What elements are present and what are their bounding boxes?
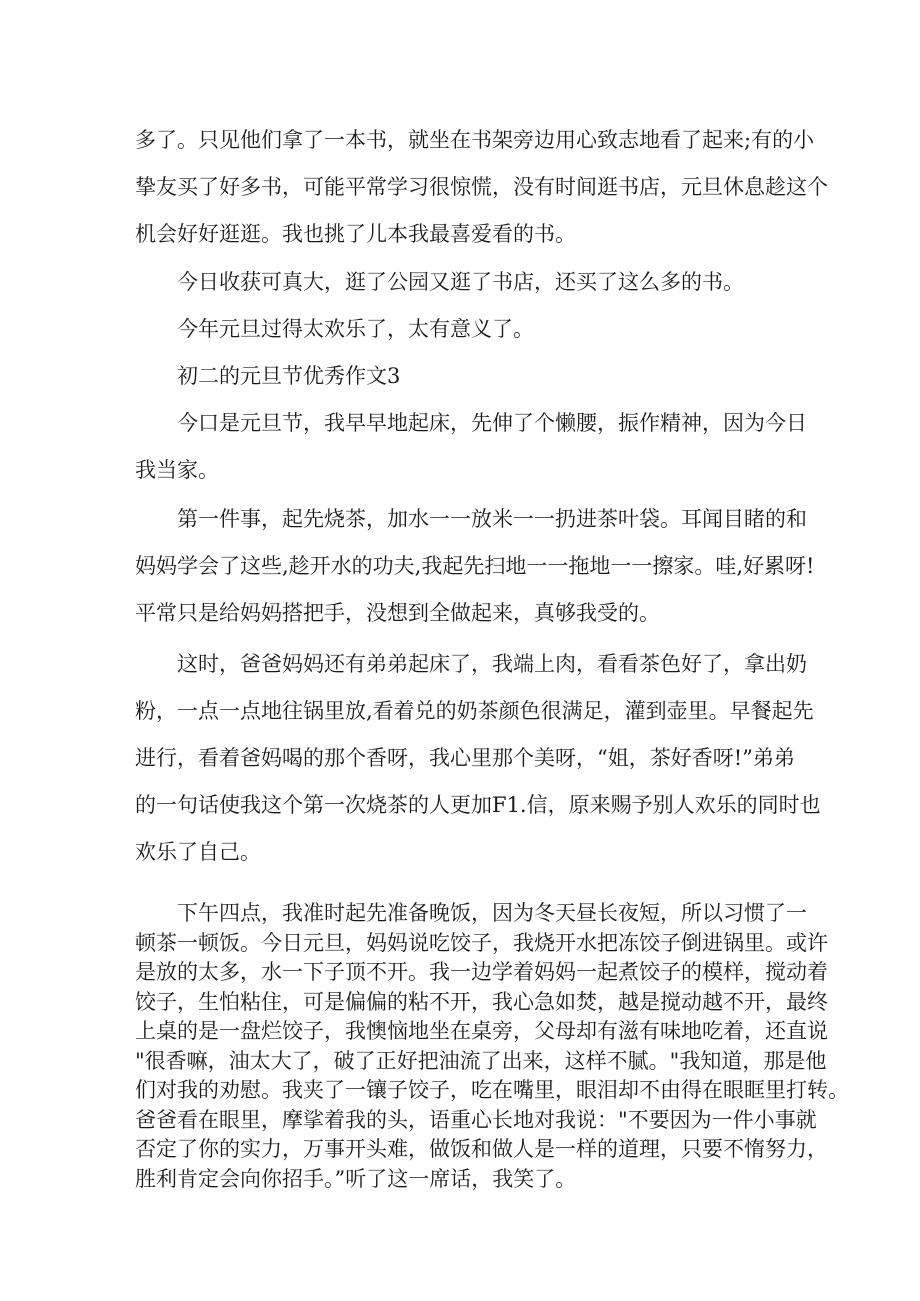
text-line: 们对我的劝慰。我夹了一镶子饺子，吃在嘴里，眼泪却不由得在眼眶里打转。 — [135, 1078, 849, 1102]
text-line: 顿茶一顿饭。今日元旦，妈妈说吃饺子，我烧开水把冻饺子倒进锅里。或许 — [135, 930, 828, 955]
text-line: 今口是元旦节，我早早地起床，先伸了个懒腰，振作精神，因为今日 — [177, 411, 807, 435]
paragraph-2 — [177, 259, 744, 306]
text-line: "很香嘛，油太大了，破了正好把油流了出来，这样不腻。"我知道，那是他 — [135, 1048, 827, 1073]
section-heading — [177, 353, 400, 400]
text-line: 是放的太多，水一下子顶不开。我一边学着妈妈一起煮饺子的模样，搅动着 — [135, 960, 828, 984]
paragraph-5 — [135, 496, 814, 637]
text-line: 妈妈学会了这些,趁开水的功夫,我起先扫地一一拖地一一擦家。哇,好累呀! — [135, 554, 815, 578]
text-line: 今日收获可真大，逛了公园又逛了书店，还买了这么多的书。 — [177, 270, 744, 294]
text-line: 欢乐了自己。 — [135, 840, 261, 864]
text-line: 我当家。 — [135, 458, 219, 482]
paragraph-3 — [177, 306, 534, 353]
text-line: 挚友买了好多书，可能平常学习很惊慌，没有时间逛书店，元旦休息趁这个 — [135, 175, 828, 199]
text-line: 机会好好逛逛。我也挑了儿本我最喜爱看的书。 — [135, 222, 576, 246]
text-line: 胜利肯定会向你招手。”听了这一席话，我笑了。 — [135, 1166, 577, 1191]
paragraph-6 — [135, 641, 821, 876]
text-line: 进行，看着爸妈喝的那个香呀，我心里那个美呀，“姐，茶好香呀!”弟弟 — [135, 746, 795, 770]
text-line: 粉，一点一点地往锅里放,看着兑的奶茶颜色很满足，灌到壶里。早餐起先 — [135, 699, 814, 723]
text-line: 这时，爸爸妈妈还有弟弟起床了，我端上肉，看看茶色好了，拿出奶 — [177, 652, 807, 676]
text-line: 上桌的是一盘烂饺子，我懊恼地坐在桌旁，父母却有滋有味地吃着，还直说 — [135, 1019, 828, 1043]
text-line: 第一件事，起先烧茶，加水一一放米一一扔进茶叶袋。耳闻目睹的和 — [177, 507, 807, 531]
paragraph-1 — [135, 117, 828, 258]
text-line: 今年元旦过得太欢乐了，太有意义了。 — [177, 317, 534, 341]
text-line: 下午四点，我准时起先准备晚饭，因为冬天昼长夜短，所以习惯了一 — [177, 901, 807, 925]
text-line: 多了。只见他们拿了一本书，就坐在书架旁边用心致志地看了起来;有的小 — [135, 128, 815, 152]
text-line: 爸爸看在眼里，摩挲着我的头，语重心长地对我说："不要因为一件小事就 — [135, 1107, 817, 1132]
text-line: 的一句话使我这个第一次烧茶的人更加F1.信，原来赐予别人欢乐的同时也 — [135, 793, 821, 817]
paragraph-4 — [135, 400, 807, 494]
text-line: 饺子，生怕粘住，可是偏偏的粘不开，我心急如焚，越是搅动越不开，最终 — [135, 989, 828, 1014]
text-line: 否定了你的实力，万事开头难，做饭和做人是一样的道理，只要不惰努力， — [135, 1137, 828, 1161]
text-line: 平常只是给妈妈搭把手，没想到全做起来，真够我受的。 — [135, 601, 660, 625]
heading-text: 初二的元旦节优秀作文3 — [177, 364, 401, 388]
paragraph-7 — [135, 899, 849, 1194]
